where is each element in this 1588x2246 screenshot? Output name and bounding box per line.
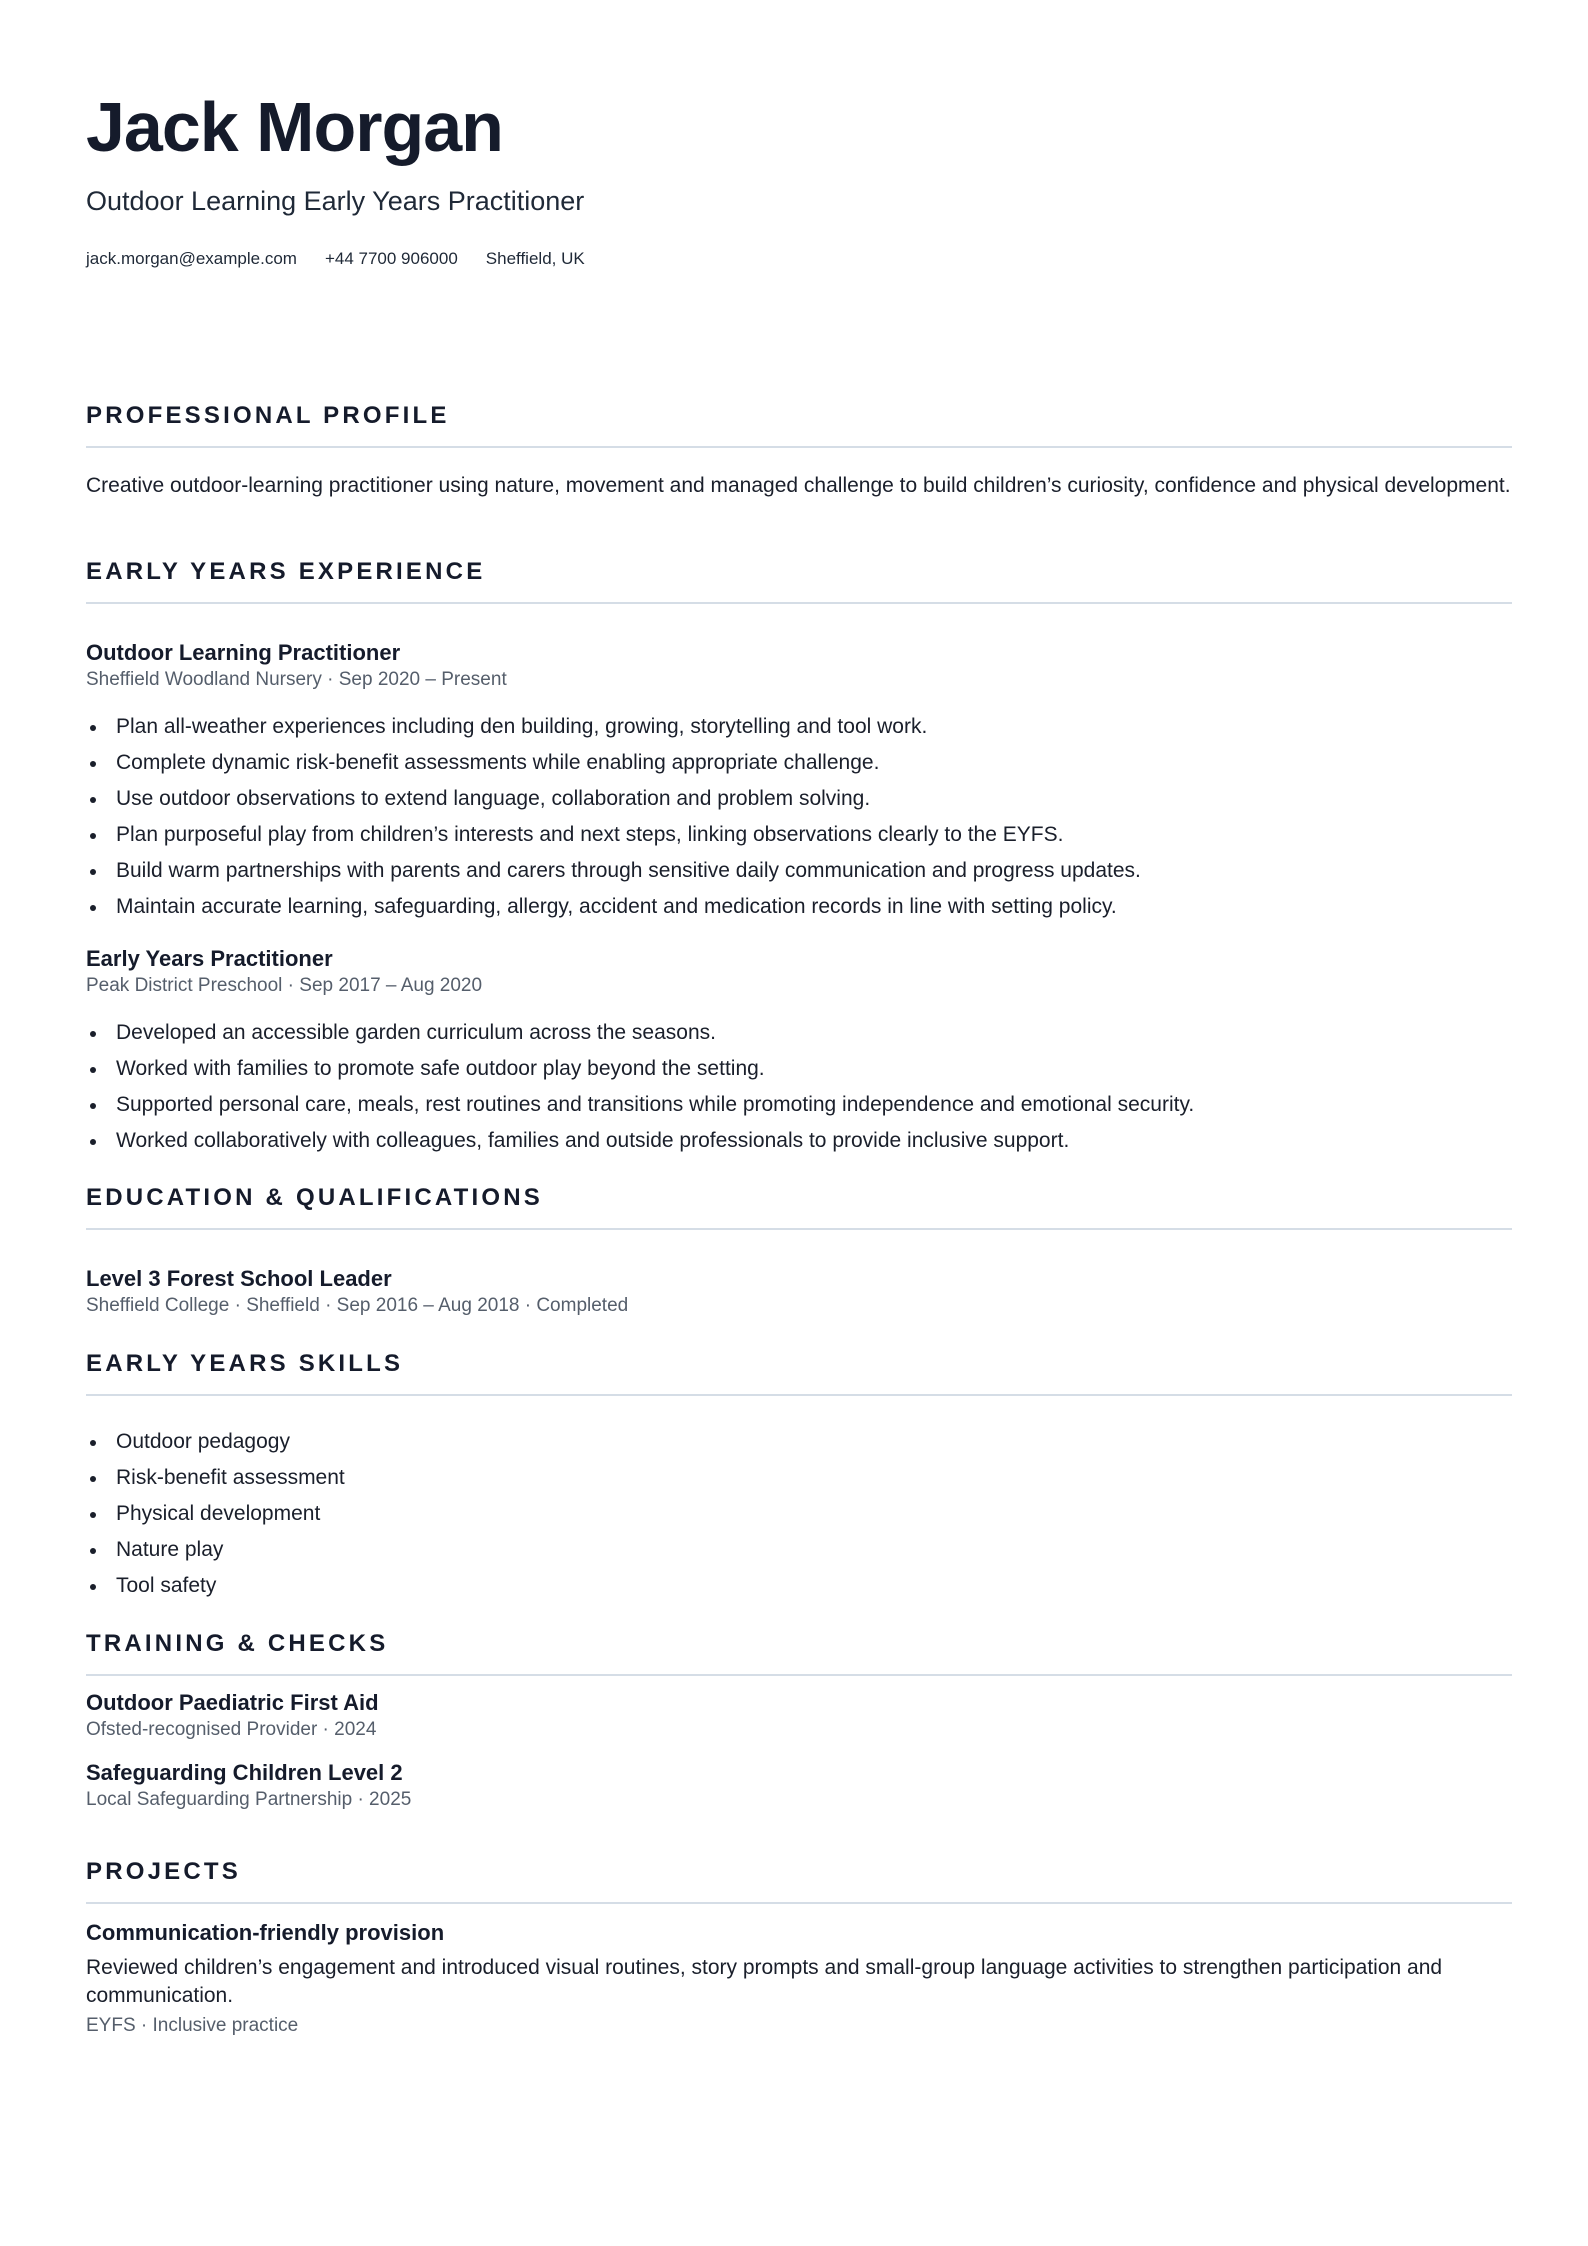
skill-item: Risk-benefit assessment <box>116 1460 1512 1496</box>
job-meta: Sheffield Woodland Nursery · Sep 2020 – Present <box>86 669 507 690</box>
training-meta: Ofsted-recognised Provider · 2024 <box>86 1719 377 1740</box>
section-title-education: EDUCATION & QUALIFICATIONS <box>86 1186 1512 1230</box>
skill-item: Nature play <box>116 1532 1512 1568</box>
qualification-title: Level 3 Forest School Leader <box>86 1266 392 1291</box>
job-bullets <box>86 1015 1512 1159</box>
project-text: Reviewed children’s engagement and introduced visual routines, story prompts and small-group language activities to strengthen participation and communication. <box>86 1956 1443 2007</box>
contact-email[interactable]: jack.morgan@example.com <box>86 249 297 268</box>
list-item: Developed an accessible garden curriculum across the seasons. <box>116 1015 1512 1051</box>
skill-item: Tool safety <box>116 1568 1512 1604</box>
qualification-meta: Sheffield College · Sheffield · Sep 2016 – Aug 2018 · Completed <box>86 1295 629 1316</box>
list-item: Build warm partnerships with parents and carers through sensitive daily communication and progress updates. <box>116 853 1512 889</box>
skills-list <box>86 1424 1512 1604</box>
list-item: Use outdoor observations to extend language, collaboration and problem solving. <box>116 781 1512 817</box>
job-title: Outdoor Learning Practitioner <box>86 640 401 665</box>
skill-item: Outdoor pedagogy <box>116 1424 1512 1460</box>
list-item: Supported personal care, meals, rest routines and transitions while promoting independence and emotional security. <box>116 1087 1512 1123</box>
section-title-profile: PROFESSIONAL PROFILE <box>86 404 1512 448</box>
section-title-experience: EARLY YEARS EXPERIENCE <box>86 560 1512 604</box>
section-title-training: TRAINING & CHECKS <box>86 1632 1512 1676</box>
list-item: Worked collaboratively with colleagues, families and outside professionals to provide inclusive support. <box>116 1123 1512 1159</box>
list-item: Worked with families to promote safe outdoor play beyond the setting. <box>116 1051 1512 1087</box>
training-meta: Local Safeguarding Partnership · 2025 <box>86 1789 412 1810</box>
contact-phone[interactable]: +44 7700 906000 <box>324 249 458 268</box>
project-tags: EYFS · Inclusive practice <box>86 2015 299 2036</box>
job-title: Early Years Practitioner <box>86 946 333 971</box>
list-item: Complete dynamic risk-benefit assessments while enabling appropriate challenge. <box>116 745 1512 781</box>
contact-line <box>86 250 585 267</box>
candidate-name: Jack Morgan <box>86 88 503 166</box>
project-title: Communication-friendly provision <box>86 1920 445 1945</box>
skill-item: Physical development <box>116 1496 1512 1532</box>
training-title: Outdoor Paediatric First Aid <box>86 1690 379 1715</box>
list-item: Plan all-weather experiences including den building, growing, storytelling and tool work. <box>116 709 1512 745</box>
candidate-headline: Outdoor Learning Early Years Practitioner <box>86 186 585 216</box>
list-item: Plan purposeful play from children’s interests and next steps, linking observations clearly to the EYFS. <box>116 817 1512 853</box>
training-title: Safeguarding Children Level 2 <box>86 1760 403 1785</box>
job-bullets <box>86 709 1512 925</box>
job-meta: Peak District Preschool · Sep 2017 – Aug 2020 <box>86 975 483 996</box>
section-title-skills: EARLY YEARS SKILLS <box>86 1352 1512 1396</box>
list-item: Maintain accurate learning, safeguarding, allergy, accident and medication records in line with setting policy. <box>116 889 1512 925</box>
contact-location: Sheffield, UK <box>485 249 585 268</box>
section-title-projects: PROJECTS <box>86 1860 1512 1904</box>
profile-text: Creative outdoor-learning practitioner using nature, movement and managed challenge to build children’s curiosity, confidence and physical development. <box>86 474 1511 497</box>
